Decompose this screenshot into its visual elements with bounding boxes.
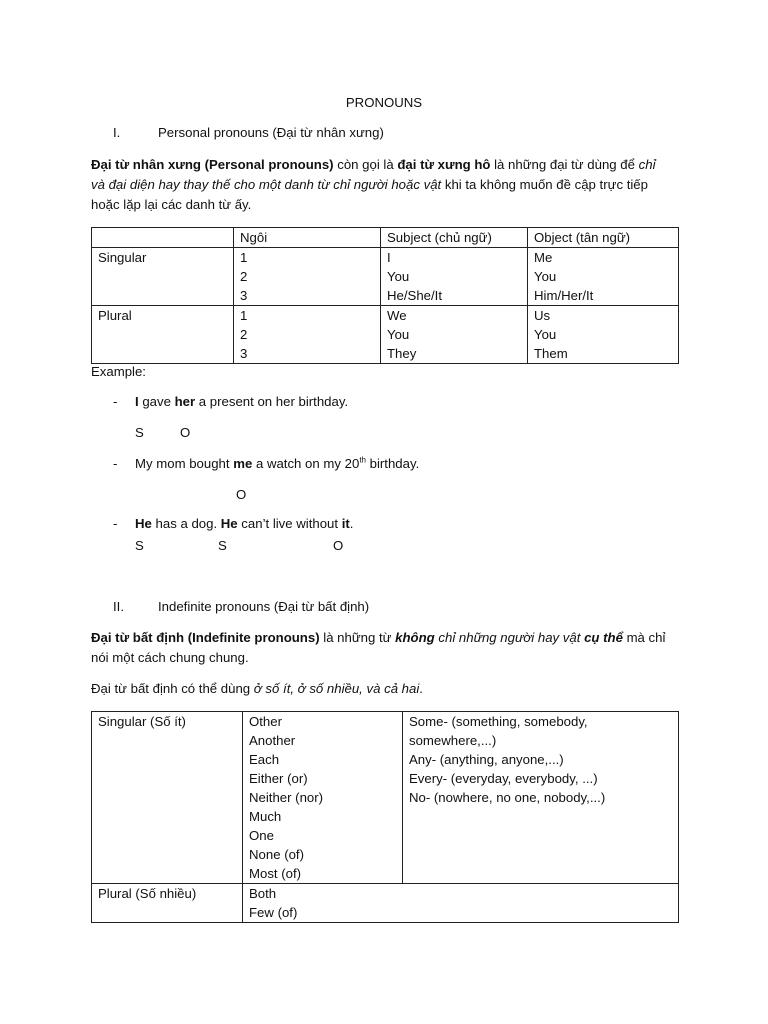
row-label: Plural <box>92 306 234 364</box>
example-label: Example: <box>91 364 146 379</box>
sentence-text: a present on her birthday. <box>195 394 349 409</box>
list-item: Each <box>249 752 280 767</box>
header-cell <box>92 228 234 248</box>
indefinite-pronouns-table <box>91 711 679 923</box>
intro-term: Đại từ bất định (Indefinite pronouns) <box>91 630 320 645</box>
list-item: Another <box>249 733 296 748</box>
subject-mark: S <box>135 538 144 553</box>
object-mark: O <box>236 487 247 502</box>
list-item: somewhere,...) <box>409 733 497 748</box>
object-word: her <box>174 394 196 409</box>
usage-italic: ở số ít, ở số nhiều, và cả hai <box>253 681 420 696</box>
section1-heading: Personal pronouns (Đại từ nhân xưng) <box>158 125 384 140</box>
sentence-text: a watch on my 20 <box>252 456 360 471</box>
person-value: 3 <box>240 346 248 361</box>
list-item: Any- (anything, anyone,...) <box>409 752 564 767</box>
subject-value: They <box>387 346 417 361</box>
object-cell <box>528 248 679 306</box>
usage-text: . <box>419 681 423 696</box>
object-word: it <box>341 516 350 531</box>
usage-note <box>91 681 423 696</box>
person-value: 2 <box>240 327 248 342</box>
subject-value: I <box>387 250 391 265</box>
ordinal-suffix: th <box>359 455 366 465</box>
list-item: Either (or) <box>249 771 308 786</box>
intro-term: Đại từ nhân xưng (Personal pronouns) <box>91 157 334 172</box>
person-cell <box>234 248 381 306</box>
list-dash: - <box>113 516 118 531</box>
intro-text: hoặc lặp lại các danh từ ấy. <box>91 197 252 212</box>
subject-value: He/She/It <box>387 288 442 303</box>
intro-text: nói một cách chung chung. <box>91 650 249 665</box>
personal-pronouns-table <box>91 227 679 364</box>
list-item: Every- (everyday, everybody, ...) <box>409 771 598 786</box>
subject-word: He <box>220 516 238 531</box>
row-label: Singular (Số ít) <box>92 712 243 884</box>
example-sentence <box>135 456 419 471</box>
intro-italic: và đại diện hay thay thế cho một danh từ chỉ người hoặc vật <box>91 177 442 192</box>
object-value: You <box>534 327 557 342</box>
table-row <box>92 712 679 884</box>
example-sentence <box>135 394 348 409</box>
subject-value: You <box>387 327 410 342</box>
object-mark: O <box>180 425 191 440</box>
list-item: Much <box>249 809 282 824</box>
list-item: Some- (something, somebody, <box>409 714 588 729</box>
list-item: One <box>249 828 274 843</box>
singular-list-cell <box>243 712 403 884</box>
person-value: 1 <box>240 250 248 265</box>
intro-italic: chỉ những người hay vật <box>434 630 585 645</box>
intro-text: mà chỉ <box>622 630 666 645</box>
object-value: Us <box>534 308 551 323</box>
object-mark: O <box>333 538 344 553</box>
section2-numeral: II. <box>113 599 124 614</box>
intro-italic: chỉ <box>638 157 656 172</box>
intro-text: là những đại từ dùng để <box>490 157 639 172</box>
subject-cell <box>381 248 528 306</box>
subject-mark: S <box>135 425 144 440</box>
section1-intro <box>91 155 681 215</box>
object-value: Me <box>534 250 553 265</box>
compound-list-cell <box>403 712 679 884</box>
sentence-text: has a dog. <box>151 516 221 531</box>
person-value: 3 <box>240 288 248 303</box>
object-word: me <box>233 456 253 471</box>
object-value: Him/Her/It <box>534 288 594 303</box>
intro-emphasis: không <box>395 630 435 645</box>
subject-cell <box>381 306 528 364</box>
section2-heading: Indefinite pronouns (Đại từ bất định) <box>158 599 370 614</box>
intro-text: khi ta không muốn đề cập trực tiếp <box>441 177 648 192</box>
header-cell: Subject (chủ ngữ) <box>381 228 528 248</box>
header-cell: Object (tân ngữ) <box>528 228 679 248</box>
example-sentence <box>135 516 353 531</box>
list-item: None (of) <box>249 847 304 862</box>
row-label: Singular <box>92 248 234 306</box>
table-row <box>92 306 679 364</box>
table-row <box>92 248 679 306</box>
subject-word: I <box>135 394 139 409</box>
intro-text: là những từ <box>319 630 396 645</box>
plural-list-cell <box>243 884 679 923</box>
list-item: Few (of) <box>249 905 298 920</box>
sentence-text: My mom bought <box>135 456 234 471</box>
table-header-row <box>92 228 679 248</box>
list-dash: - <box>113 394 118 409</box>
person-value: 1 <box>240 308 248 323</box>
intro-term-alt: đại từ xưng hô <box>397 157 491 172</box>
page-title: PRONOUNS <box>345 95 423 110</box>
table-row <box>92 884 679 923</box>
list-item: Neither (nor) <box>249 790 324 805</box>
list-item: Most (of) <box>249 866 302 881</box>
person-value: 2 <box>240 269 248 284</box>
intro-emphasis: cụ thể <box>584 630 623 645</box>
sentence-text: . <box>349 516 354 531</box>
subject-word: He <box>135 516 152 531</box>
subject-value: You <box>387 269 410 284</box>
row-label: Plural (Số nhiều) <box>92 884 243 923</box>
subject-mark: S <box>218 538 227 553</box>
intro-text: còn gọi là <box>333 157 398 172</box>
list-item: Both <box>249 886 277 901</box>
usage-text: Đại từ bất định có thể dùng <box>91 681 254 696</box>
object-value: Them <box>534 346 568 361</box>
sentence-text: birthday. <box>365 456 420 471</box>
object-value: You <box>534 269 557 284</box>
section1-numeral: I. <box>113 125 121 140</box>
list-item: Other <box>249 714 282 729</box>
list-dash: - <box>113 456 118 471</box>
list-item: No- (nowhere, no one, nobody,...) <box>409 790 606 805</box>
subject-value: We <box>387 308 407 323</box>
person-cell <box>234 306 381 364</box>
header-cell: Ngôi <box>234 228 381 248</box>
sentence-text: gave <box>138 394 175 409</box>
section2-intro <box>91 628 681 668</box>
object-cell <box>528 306 679 364</box>
sentence-text: can’t live without <box>237 516 342 531</box>
